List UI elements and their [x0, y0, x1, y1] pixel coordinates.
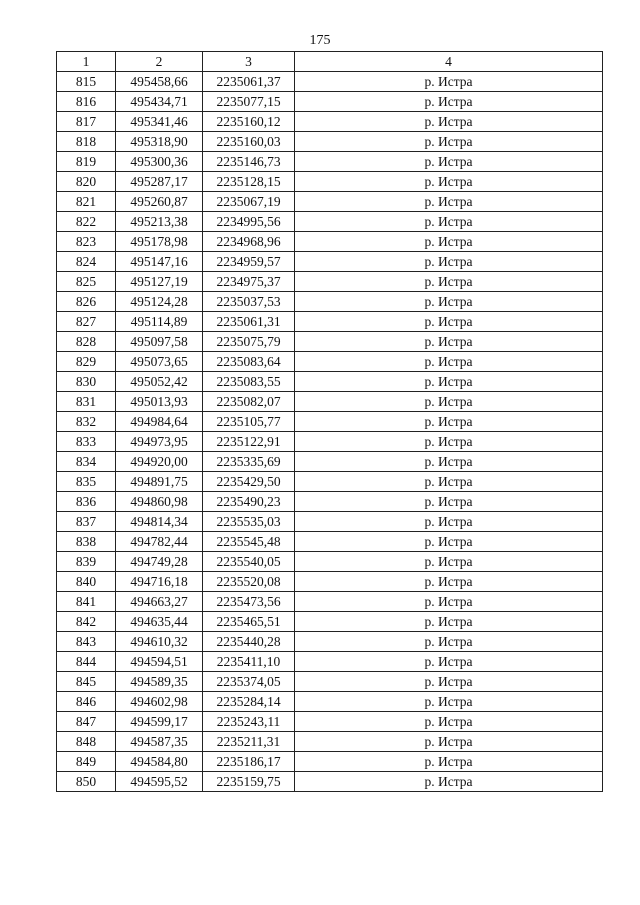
table-cell: 846	[57, 692, 116, 712]
table-cell: р. Истра	[295, 392, 603, 412]
table-cell: р. Истра	[295, 192, 603, 212]
table-row	[57, 492, 603, 512]
table-cell: 494635,44	[116, 612, 203, 632]
table-cell: р. Истра	[295, 572, 603, 592]
table-cell: р. Истра	[295, 232, 603, 252]
table-cell: 2235490,23	[203, 492, 295, 512]
table-row	[57, 512, 603, 532]
table-cell: 494595,52	[116, 772, 203, 792]
table-cell: р. Истра	[295, 672, 603, 692]
table-cell: 820	[57, 172, 116, 192]
table-cell: 2235075,79	[203, 332, 295, 352]
table-cell: 2235105,77	[203, 412, 295, 432]
table-cell: 2235374,05	[203, 672, 295, 692]
column-header: 4	[295, 52, 603, 72]
table-cell: 494749,28	[116, 552, 203, 572]
table-cell: 495300,36	[116, 152, 203, 172]
table-cell: 827	[57, 312, 116, 332]
table-cell: 821	[57, 192, 116, 212]
table-cell: 2235067,19	[203, 192, 295, 212]
table-cell: 495097,58	[116, 332, 203, 352]
table-cell: 495013,93	[116, 392, 203, 412]
table-cell: 2235243,11	[203, 712, 295, 732]
column-header: 3	[203, 52, 295, 72]
table-cell: 494589,35	[116, 672, 203, 692]
table-cell: 838	[57, 532, 116, 552]
table-cell: 494602,98	[116, 692, 203, 712]
table-row	[57, 752, 603, 772]
table-row	[57, 692, 603, 712]
table-cell: р. Истра	[295, 92, 603, 112]
table-cell: 2235284,14	[203, 692, 295, 712]
table-cell: р. Истра	[295, 752, 603, 772]
table-row	[57, 452, 603, 472]
table-cell: 843	[57, 632, 116, 652]
table-row	[57, 712, 603, 732]
table-cell: 2235429,50	[203, 472, 295, 492]
table-cell: 2235186,17	[203, 752, 295, 772]
table-row	[57, 612, 603, 632]
table-row	[57, 732, 603, 752]
table-row	[57, 592, 603, 612]
table-body	[57, 72, 603, 792]
table-cell: 2235160,12	[203, 112, 295, 132]
table-cell: р. Истра	[295, 212, 603, 232]
table-cell: 2235061,31	[203, 312, 295, 332]
table-cell: 495124,28	[116, 292, 203, 312]
table-cell: р. Истра	[295, 152, 603, 172]
table-cell: р. Истра	[295, 712, 603, 732]
table-cell: р. Истра	[295, 292, 603, 312]
table-row	[57, 392, 603, 412]
table-cell: р. Истра	[295, 532, 603, 552]
table-cell: 829	[57, 352, 116, 372]
table-row	[57, 572, 603, 592]
table-cell: р. Истра	[295, 552, 603, 572]
table-cell: 495127,19	[116, 272, 203, 292]
table-cell: 495178,98	[116, 232, 203, 252]
table-cell: р. Истра	[295, 412, 603, 432]
table-cell: 848	[57, 732, 116, 752]
table-cell: р. Истра	[295, 612, 603, 632]
table-cell: р. Истра	[295, 632, 603, 652]
table-cell: 494599,17	[116, 712, 203, 732]
table-cell: 834	[57, 452, 116, 472]
table-cell: 495458,66	[116, 72, 203, 92]
table-cell: 2235465,51	[203, 612, 295, 632]
table-cell: 494920,00	[116, 452, 203, 472]
table-cell: 824	[57, 252, 116, 272]
table-cell: 818	[57, 132, 116, 152]
table-row	[57, 132, 603, 152]
table-cell: 2234975,37	[203, 272, 295, 292]
table-cell: 495287,17	[116, 172, 203, 192]
table-cell: 817	[57, 112, 116, 132]
table-cell: 495073,65	[116, 352, 203, 372]
table-row	[57, 432, 603, 452]
table-cell: 494814,34	[116, 512, 203, 532]
table-cell: 2235411,10	[203, 652, 295, 672]
table-cell: р. Истра	[295, 652, 603, 672]
table-row	[57, 192, 603, 212]
table-row	[57, 412, 603, 432]
table-cell: 495147,16	[116, 252, 203, 272]
table-row	[57, 632, 603, 652]
table-row	[57, 152, 603, 172]
column-header: 1	[57, 52, 116, 72]
table-cell: 2235335,69	[203, 452, 295, 472]
table-cell: р. Истра	[295, 772, 603, 792]
table-cell: 822	[57, 212, 116, 232]
table-cell: 494716,18	[116, 572, 203, 592]
table-cell: 2235077,15	[203, 92, 295, 112]
table-cell: р. Истра	[295, 112, 603, 132]
table-cell: 2235211,31	[203, 732, 295, 752]
table-cell: 819	[57, 152, 116, 172]
table-cell: 823	[57, 232, 116, 252]
table-cell: 495341,46	[116, 112, 203, 132]
table-row	[57, 72, 603, 92]
table-cell: 2235473,56	[203, 592, 295, 612]
table-cell: р. Истра	[295, 312, 603, 332]
page-number: 175	[309, 33, 331, 48]
table-cell: 494984,64	[116, 412, 203, 432]
table-row	[57, 332, 603, 352]
table-cell: 2235083,64	[203, 352, 295, 372]
table-cell: 850	[57, 772, 116, 792]
table-cell: 495114,89	[116, 312, 203, 332]
table-row	[57, 672, 603, 692]
table-cell: 2235440,28	[203, 632, 295, 652]
table-cell: 2235159,75	[203, 772, 295, 792]
table-cell: 2235128,15	[203, 172, 295, 192]
table-row	[57, 472, 603, 492]
table-cell: 837	[57, 512, 116, 532]
column-header: 2	[116, 52, 203, 72]
table-cell: 494584,80	[116, 752, 203, 772]
table-cell: 2235083,55	[203, 372, 295, 392]
table-cell: р. Истра	[295, 352, 603, 372]
table-cell: 830	[57, 372, 116, 392]
table-row	[57, 552, 603, 572]
table-row	[57, 252, 603, 272]
table-cell: р. Истра	[295, 132, 603, 152]
table-cell: 2235545,48	[203, 532, 295, 552]
table-cell: 815	[57, 72, 116, 92]
table-row	[57, 112, 603, 132]
table-cell: 495434,71	[116, 92, 203, 112]
table-cell: р. Истра	[295, 452, 603, 472]
table-cell: 847	[57, 712, 116, 732]
table-cell: р. Истра	[295, 592, 603, 612]
table-row	[57, 352, 603, 372]
table-row	[57, 232, 603, 252]
table-cell: р. Истра	[295, 272, 603, 292]
table-cell: р. Истра	[295, 432, 603, 452]
table-cell: 2235535,03	[203, 512, 295, 532]
table-cell: р. Истра	[295, 372, 603, 392]
table-cell: 494782,44	[116, 532, 203, 552]
table-cell: 842	[57, 612, 116, 632]
table-cell: 2235146,73	[203, 152, 295, 172]
table-cell: 2235160,03	[203, 132, 295, 152]
table-cell: 2235037,53	[203, 292, 295, 312]
table-cell: 494610,32	[116, 632, 203, 652]
table-cell: 2234959,57	[203, 252, 295, 272]
table-cell: 825	[57, 272, 116, 292]
table-row	[57, 212, 603, 232]
table-row	[57, 312, 603, 332]
table-row	[57, 772, 603, 792]
table-row	[57, 292, 603, 312]
table-cell: 839	[57, 552, 116, 572]
table-cell: 832	[57, 412, 116, 432]
table-cell: 841	[57, 592, 116, 612]
table-cell: 826	[57, 292, 116, 312]
table-cell: р. Истра	[295, 332, 603, 352]
table-cell: 494860,98	[116, 492, 203, 512]
table-cell: 831	[57, 392, 116, 412]
table-cell: 840	[57, 572, 116, 592]
table-cell: 836	[57, 492, 116, 512]
table-cell: р. Истра	[295, 492, 603, 512]
table-cell: 828	[57, 332, 116, 352]
table-row	[57, 272, 603, 292]
coordinates-table	[56, 51, 603, 792]
table-cell: 494973,95	[116, 432, 203, 452]
table-cell: 2235061,37	[203, 72, 295, 92]
table-row	[57, 172, 603, 192]
table-cell: 494891,75	[116, 472, 203, 492]
table-cell: р. Истра	[295, 472, 603, 492]
table-cell: р. Истра	[295, 72, 603, 92]
table-cell: 2234968,96	[203, 232, 295, 252]
table-cell: 833	[57, 432, 116, 452]
table-cell: 844	[57, 652, 116, 672]
table-row	[57, 532, 603, 552]
table-cell: 816	[57, 92, 116, 112]
table-cell: 495213,38	[116, 212, 203, 232]
table-cell: 845	[57, 672, 116, 692]
table-cell: р. Истра	[295, 512, 603, 532]
table-cell: 494594,51	[116, 652, 203, 672]
table-cell: 2235082,07	[203, 392, 295, 412]
table-cell: 2235122,91	[203, 432, 295, 452]
table-row	[57, 92, 603, 112]
table-cell: 849	[57, 752, 116, 772]
table-cell: 495260,87	[116, 192, 203, 212]
table-cell: 835	[57, 472, 116, 492]
table-row	[57, 372, 603, 392]
table-cell: р. Истра	[295, 172, 603, 192]
table-row	[57, 652, 603, 672]
table-cell: 494663,27	[116, 592, 203, 612]
table-cell: р. Истра	[295, 692, 603, 712]
table-cell: 2235520,08	[203, 572, 295, 592]
table-cell: 494587,35	[116, 732, 203, 752]
table-header-row	[57, 52, 603, 72]
table-cell: 2235540,05	[203, 552, 295, 572]
table-cell: р. Истра	[295, 732, 603, 752]
table-cell: 2234995,56	[203, 212, 295, 232]
table-cell: р. Истра	[295, 252, 603, 272]
table-cell: 495052,42	[116, 372, 203, 392]
table-cell: 495318,90	[116, 132, 203, 152]
